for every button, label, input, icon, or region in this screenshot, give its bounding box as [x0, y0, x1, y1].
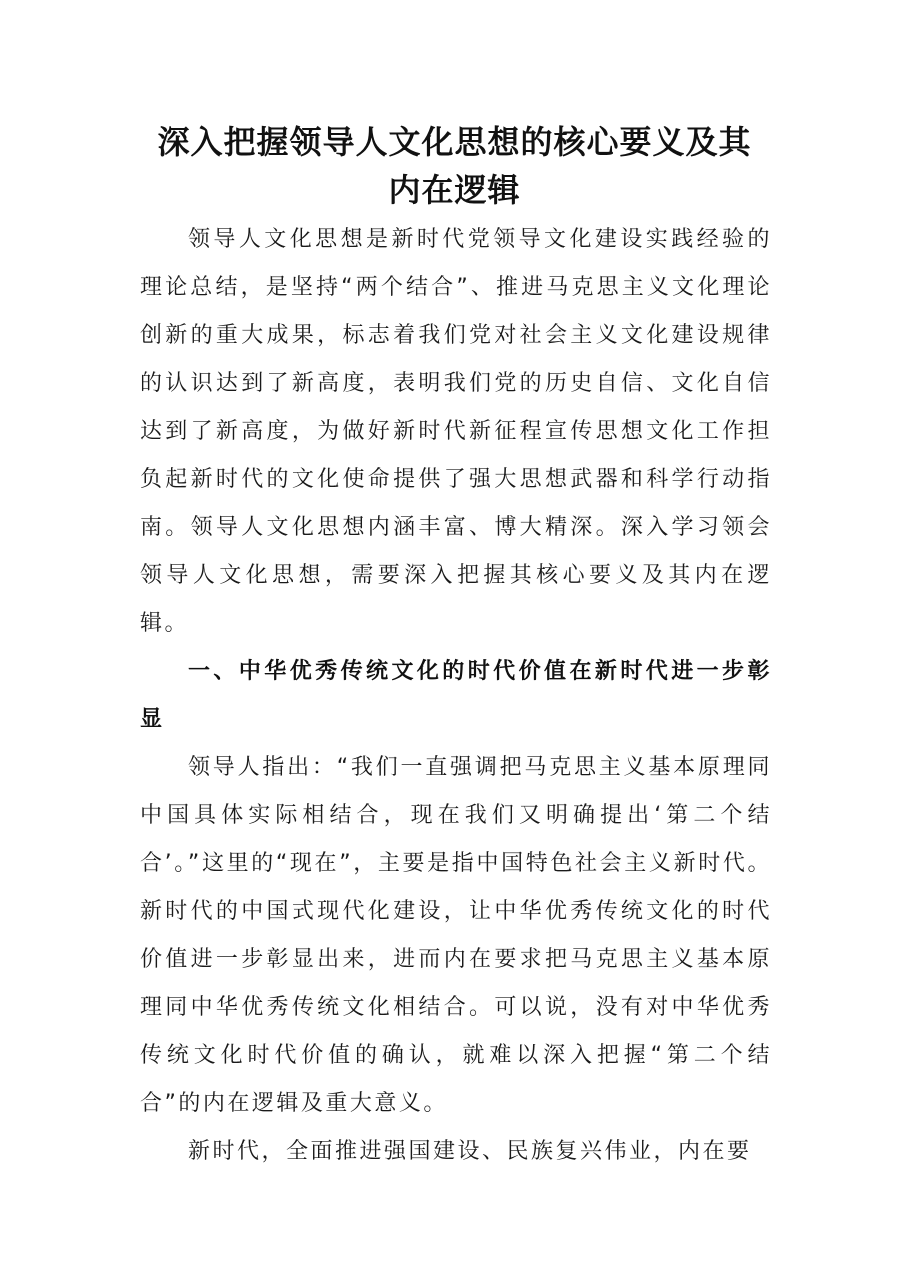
title-line-2: 内在逻辑	[388, 171, 521, 209]
paragraph-intro: 领导人文化思想是新时代党领导文化建设实践经验的理论总结，是坚持“两个结合”、推进马克思主义文化理论创新的重大成果，标志着我们党对社会主义文化建设规律的认识达到了新高度，表明我们党的历史自信、文化自信达到了新高度，为做好新时代新征程宣传思想文化工作担负起新时代的文化使命提供了强大思想武器和科学行动指南。领导人文化思想内涵丰富、博大精深。深入学习领会领导人文化思想，需要深入把握其核心要义及其内在逻辑。	[140, 227, 772, 636]
paragraph-section1-1: 领导人指出：“我们一直强调把马克思主义基本原理同中国具体实际相结合，现在我们又明确提出‘第二个结合’。”这里的“现在”，主要是指中国特色社会主义新时代。新时代的中国式现代化建设，让中华优秀传统文化的时代价值进一步彰显出来，进而内在要求把马克思主义基本原理同中华优秀传统文化相结合。可以说，没有对中华优秀传统文化时代价值的确认，就难以深入把握“第二个结合”的内在逻辑及重大意义。	[140, 755, 772, 1116]
document-title	[130, 118, 779, 214]
document-body	[140, 216, 772, 1176]
paragraph-section1-2: 新时代，全面推进强国建设、民族复兴伟业，内在要	[188, 1139, 752, 1164]
section-heading-1: 一、中华优秀传统文化的时代价值在新时代进一步彰显	[140, 659, 772, 732]
title-line-1: 深入把握领导人文化思想的核心要义及其	[157, 123, 752, 161]
